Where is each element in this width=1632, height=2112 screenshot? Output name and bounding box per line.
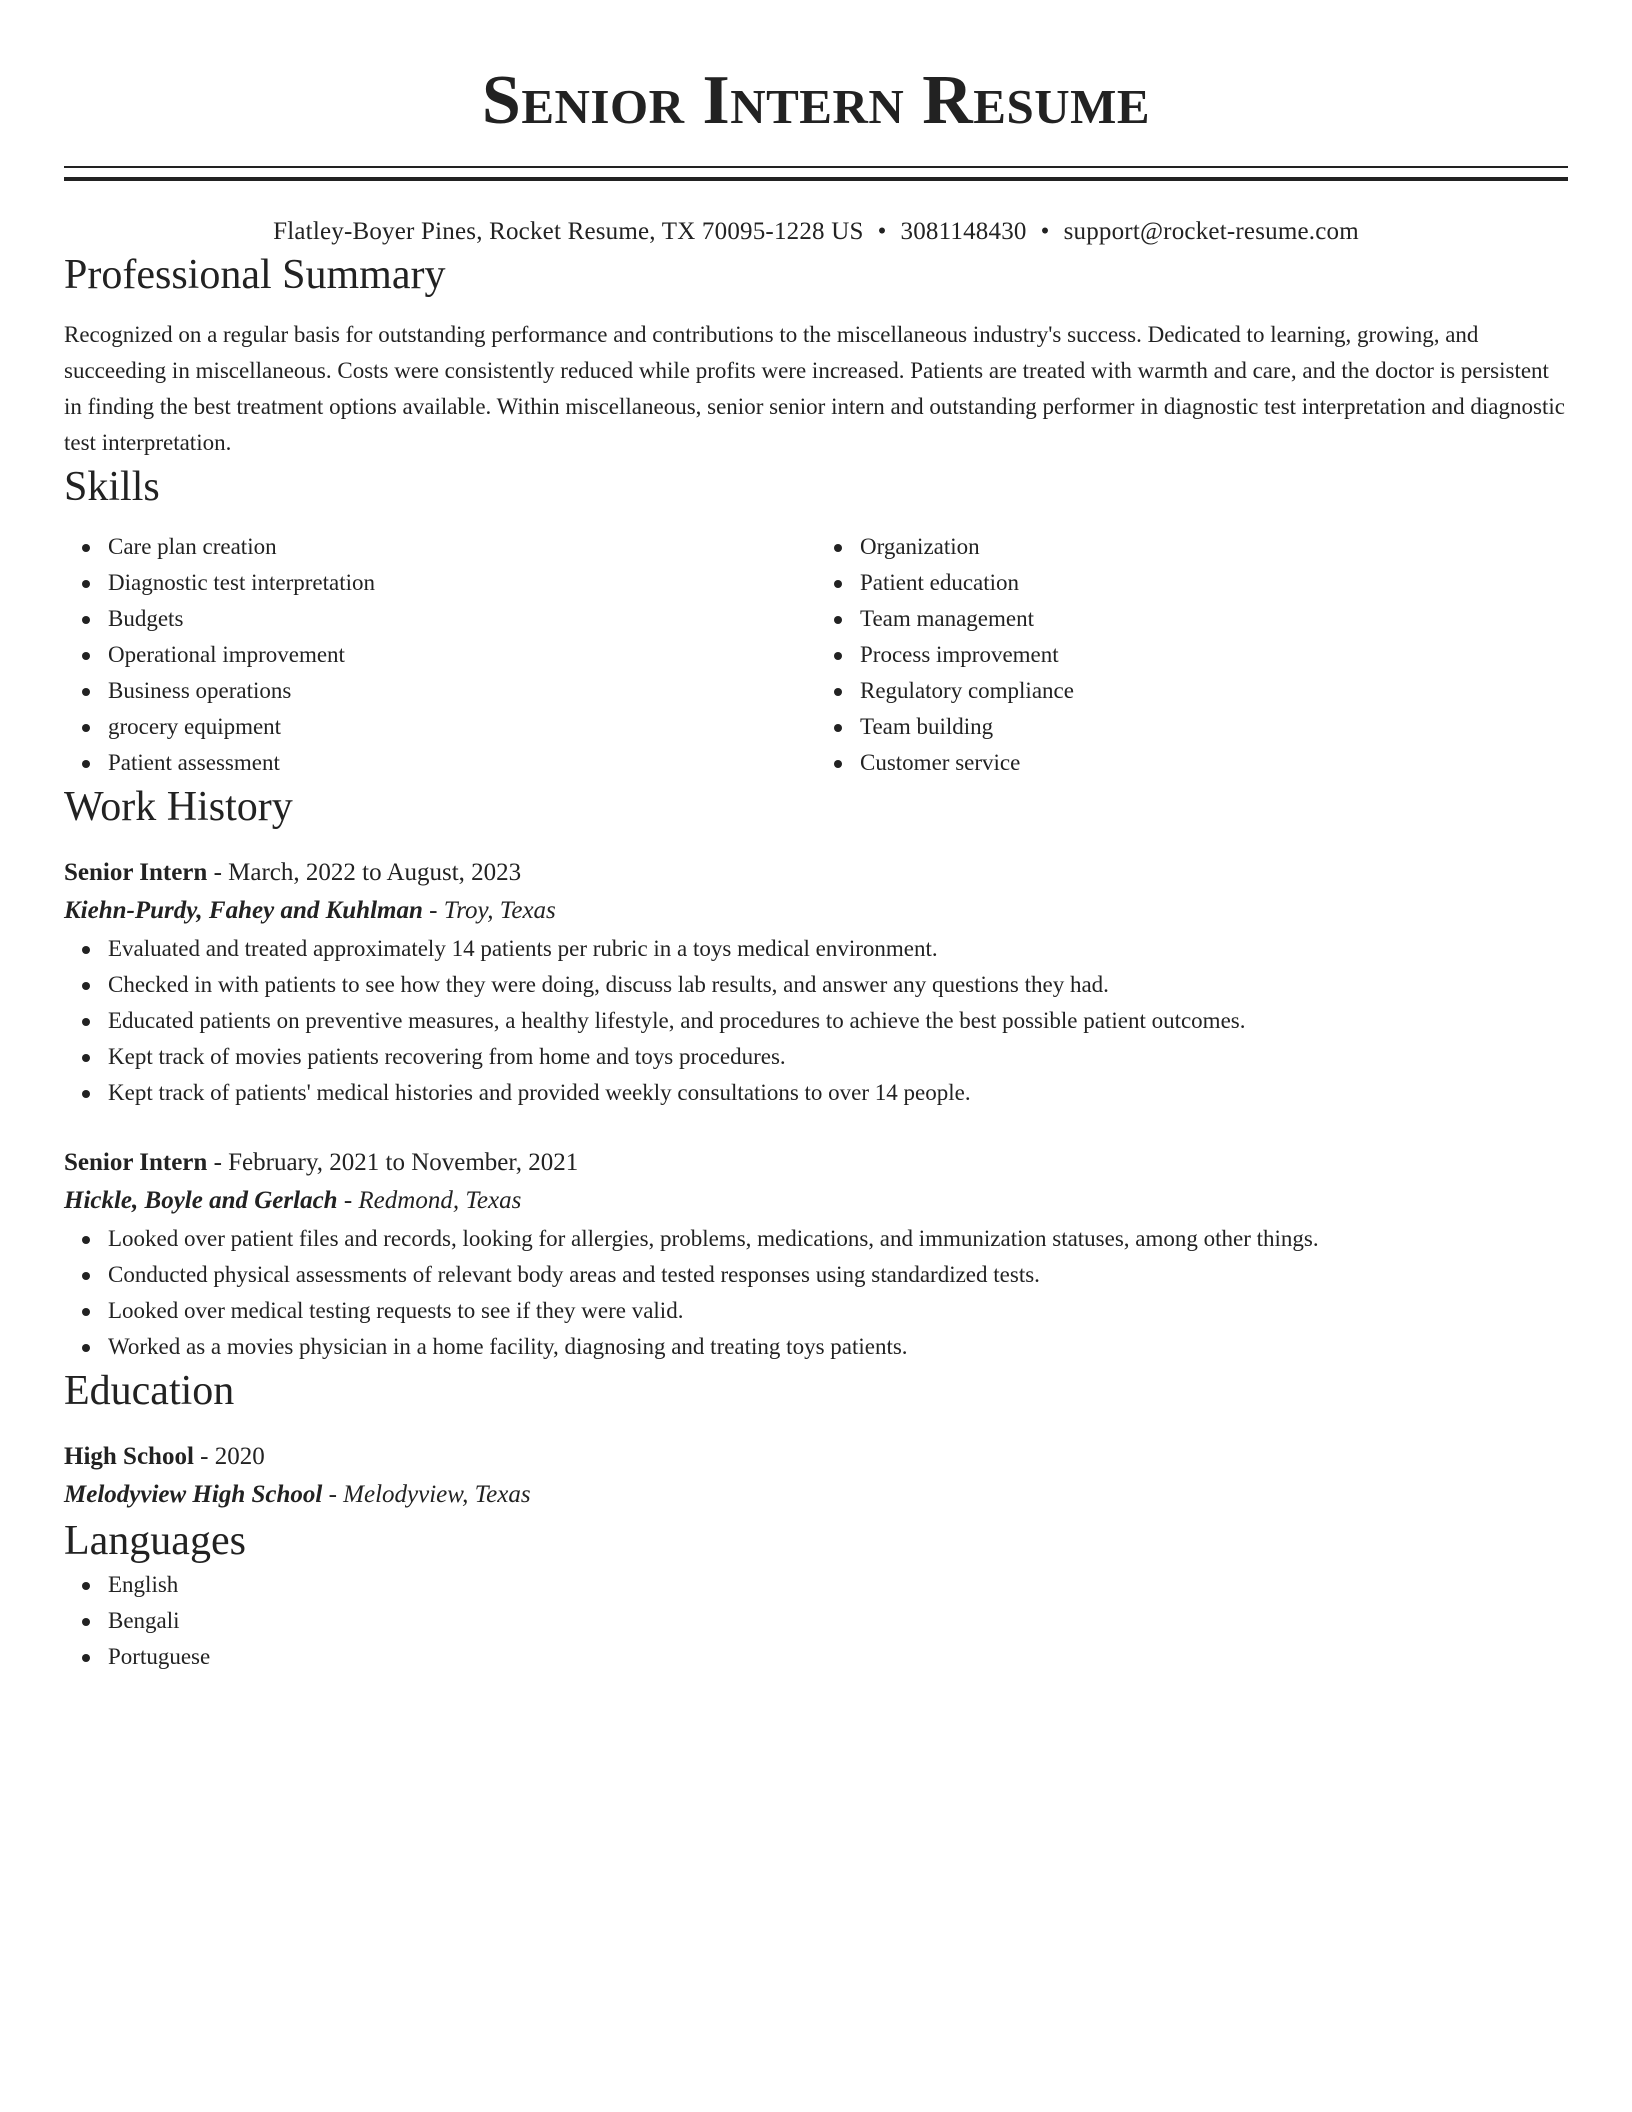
education-year: 2020 [214,1443,265,1470]
skill-item: Care plan creation [108,529,816,565]
summary-text: Recognized on a regular basis for outstanding performance and contributions to the miscellaneous industry's success. Dedicated to learning, growing, and succeeding in miscellaneous. Costs were consistently reduced while profits were increased. Patients are treated with warmth and care, and the doctor is persistent in finding the best treatment options available. Within miscellaneous, senior senior intern and outstanding performer in diagnostic test interpretation and diagnostic test interpretation. [64,322,1565,455]
skill-item: Team building [860,709,1568,745]
skill-item: Customer service [860,745,1568,781]
job-company: Hickle, Boyle and Gerlach [64,1187,338,1214]
contact-email: support@rocket-resume.com [1063,218,1359,245]
education-degree-line: High School - 2020 [64,1443,265,1470]
skill-item: Business operations [108,673,816,709]
skill-item: grocery equipment [108,709,816,745]
job-title: Senior Intern [64,1149,208,1176]
languages-heading: Languages [64,1518,246,1564]
job-bullet-list [64,931,1568,1111]
job-company: Kiehn-Purdy, Fahey and Kuhlman [64,897,423,924]
job-location: Troy, Texas [443,897,556,924]
job-bullet: Evaluated and treated approximately 14 patients per rubric in a toys medical environment. [108,931,1568,967]
contact-separator: • [877,218,887,245]
job-bullet: Educated patients on preventive measures, a healthy lifestyle, and procedures to achieve the best possible patient outcomes. [108,1003,1568,1039]
skills-columns [64,529,1568,781]
skill-item: Team management [860,601,1568,637]
education-school-line: Melodyview High School - Melodyview, Texas [64,1481,531,1508]
job-entry [64,855,1568,1111]
job-dates: March, 2022 to August, 2023 [228,859,522,886]
skill-item: Patient assessment [108,745,816,781]
contact-separator: • [1040,218,1050,245]
contact-address: Flatley-Boyer Pines, Rocket Resume, TX 70095-1228 US [273,218,864,245]
job-bullet: Kept track of patients' medical histories and provided weekly consultations to over 14 people. [108,1075,1568,1111]
skill-item: Operational improvement [108,637,816,673]
job-bullet-list [64,1221,1568,1365]
language-item: English [108,1567,1568,1603]
skills-heading: Skills [64,464,160,510]
job-employer-line: Kiehn-Purdy, Fahey and Kuhlman - Troy, Texas [64,897,556,924]
education-heading: Education [64,1368,235,1414]
job-bullet: Looked over medical testing requests to see if they were valid. [108,1293,1568,1329]
languages-list [64,1567,1568,1675]
job-bullet: Worked as a movies physician in a home facility, diagnosing and treating toys patients. [108,1329,1568,1365]
job-entry [64,1145,1568,1365]
language-item: Bengali [108,1603,1568,1639]
education-location: Melodyview, Texas [343,1481,531,1508]
job-dates: February, 2021 to November, 2021 [228,1149,579,1176]
contact-phone: 3081148430 [900,218,1027,245]
skill-item: Diagnostic test interpretation [108,565,816,601]
contact-line [64,215,1568,249]
skill-item: Organization [860,529,1568,565]
job-employer-line: Hickle, Boyle and Gerlach - Redmond, Texas [64,1187,522,1214]
skills-list-right [816,529,1568,781]
summary-heading: Professional Summary [64,252,446,298]
job-bullet: Kept track of movies patients recovering from home and toys procedures. [108,1039,1568,1075]
skill-item: Process improvement [860,637,1568,673]
education-school: Melodyview High School [64,1481,323,1508]
job-title: Senior Intern [64,859,208,886]
skill-item: Regulatory compliance [860,673,1568,709]
education-degree: High School [64,1443,194,1470]
skill-item: Patient education [860,565,1568,601]
job-location: Redmond, Texas [358,1187,522,1214]
job-title-line: Senior Intern - March, 2022 to August, 2023 [64,859,522,886]
job-bullet: Checked in with patients to see how they were doing, discuss lab results, and answer any questions they had. [108,967,1568,1003]
job-title-line: Senior Intern - February, 2021 to November, 2021 [64,1149,579,1176]
work-history-heading: Work History [64,784,293,830]
skill-item: Budgets [108,601,816,637]
resume-title: Senior Intern Resume [481,62,1151,139]
language-item: Portuguese [108,1639,1568,1675]
title-double-rule [64,166,1568,181]
job-bullet: Looked over patient files and records, looking for allergies, problems, medications, and immunization statuses, among other things. [108,1221,1568,1257]
job-bullet: Conducted physical assessments of relevant body areas and tested responses using standardized tests. [108,1257,1568,1293]
skills-list-left [64,529,816,781]
